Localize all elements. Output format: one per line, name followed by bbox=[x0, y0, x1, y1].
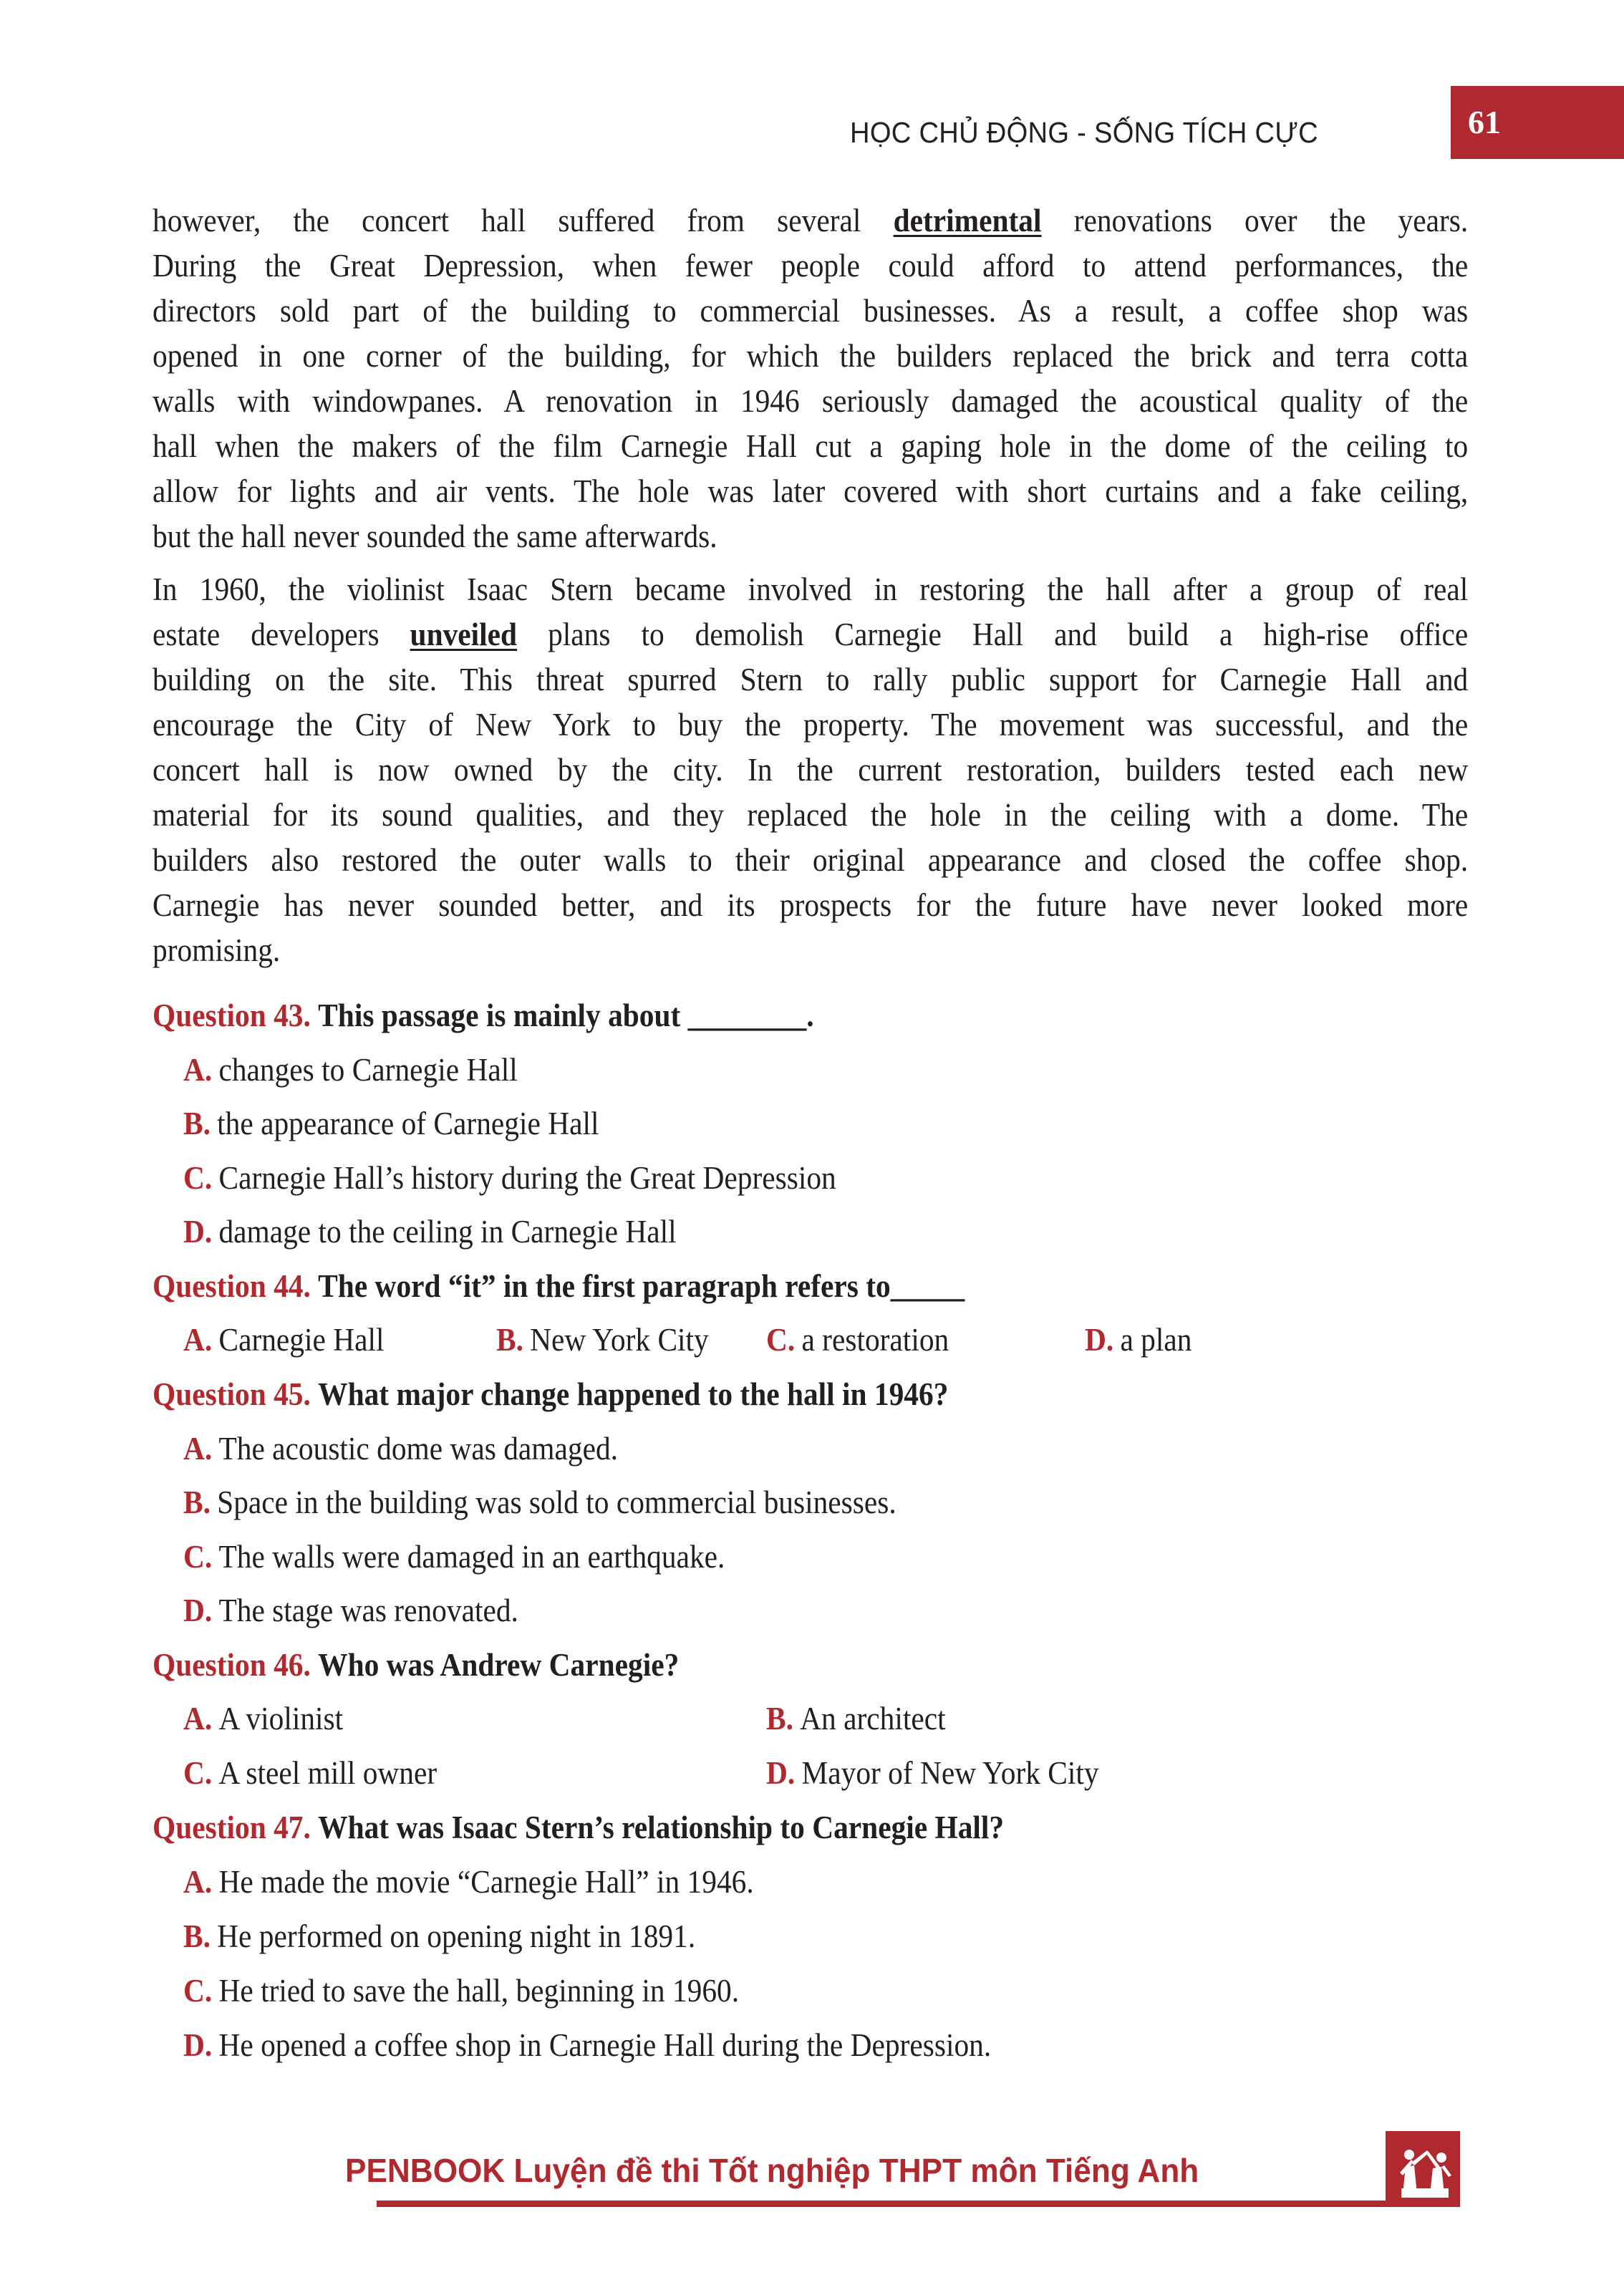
question-number: Question 45. bbox=[153, 1376, 311, 1412]
passage-line: During the Great Depression, when fewer people could afford to attend performances, the bbox=[153, 248, 1469, 284]
option-c[interactable] bbox=[183, 1753, 697, 1793]
option-letter: B. bbox=[183, 1484, 211, 1520]
option-a[interactable] bbox=[183, 1429, 1435, 1469]
option-b[interactable] bbox=[496, 1320, 740, 1360]
option-letter: D. bbox=[766, 1755, 796, 1791]
option-letter: A. bbox=[183, 1052, 213, 1088]
option-text: An architect bbox=[800, 1701, 946, 1737]
option-c[interactable] bbox=[183, 1537, 1435, 1577]
question-text: The word “it” in the first paragraph refers to_____ bbox=[318, 1268, 965, 1304]
option-a[interactable] bbox=[183, 1320, 460, 1360]
option-text: Carnegie Hall’s history during the Great Depression bbox=[218, 1160, 836, 1196]
option-c[interactable] bbox=[183, 1158, 1435, 1198]
question-text: What major change happened to the hall in 1946? bbox=[318, 1376, 949, 1412]
passage-line: builders also restored the outer walls to their original appearance and closed the coffee shop. bbox=[153, 842, 1469, 878]
option-letter: C. bbox=[183, 1973, 213, 2009]
question-text: Who was Andrew Carnegie? bbox=[318, 1647, 680, 1683]
option-d[interactable] bbox=[183, 1212, 1435, 1252]
option-text: a restoration bbox=[801, 1322, 949, 1358]
option-letter: D. bbox=[183, 1593, 213, 1628]
option-d[interactable] bbox=[1085, 1320, 1282, 1360]
publisher-logo bbox=[1386, 2131, 1460, 2207]
option-letter: B. bbox=[496, 1322, 523, 1358]
option-text: a plan bbox=[1120, 1322, 1192, 1358]
highlighted-word-detrimental: detrimental bbox=[893, 203, 1042, 238]
option-text: Mayor of New York City bbox=[801, 1755, 1099, 1791]
option-a[interactable] bbox=[183, 1862, 1435, 1902]
question-number: Question 43. bbox=[153, 998, 311, 1033]
option-text: The stage was renovated. bbox=[218, 1593, 518, 1628]
option-b[interactable] bbox=[183, 1482, 1435, 1522]
passage-line: opened in one corner of the building, for which the builders replaced the brick and terra cotta bbox=[153, 338, 1469, 374]
option-text: damage to the ceiling in Carnegie Hall bbox=[218, 1214, 677, 1250]
question-stem bbox=[153, 1266, 1468, 1306]
question-stem bbox=[153, 995, 1468, 1035]
option-text: New York City bbox=[530, 1322, 709, 1358]
footer-book-title: PENBOOK Luyện đề thi Tốt nghiệp THPT môn Tiếng Anh bbox=[345, 2152, 1199, 2189]
question-text: This passage is mainly about ________. bbox=[318, 998, 814, 1033]
option-text: changes to Carnegie Hall bbox=[218, 1052, 518, 1088]
option-a[interactable] bbox=[183, 1699, 697, 1739]
option-letter: D. bbox=[183, 1214, 213, 1250]
option-letter: B. bbox=[766, 1701, 793, 1737]
passage-line: Carnegie has never sounded better, and its prospects for the future have never looked more bbox=[153, 887, 1469, 923]
option-letter: B. bbox=[183, 1918, 211, 1954]
option-text: He opened a coffee shop in Carnegie Hall during the Depression. bbox=[218, 2027, 992, 2063]
option-d[interactable] bbox=[183, 1590, 1435, 1631]
text-run: renovations over the years. bbox=[1041, 203, 1469, 238]
passage-line: hall when the makers of the film Carnegie Hall cut a gaping hole in the dome of the ceiling to bbox=[153, 428, 1469, 464]
option-letter: A. bbox=[183, 1431, 213, 1467]
page-number: 61 bbox=[1468, 104, 1501, 140]
passage-line: material for its sound qualities, and they replaced the hole in the ceiling with a dome. The bbox=[153, 797, 1469, 833]
option-c[interactable] bbox=[183, 1971, 1435, 2011]
option-text: Space in the building was sold to commercial businesses. bbox=[217, 1484, 896, 1520]
option-letter: C. bbox=[766, 1322, 796, 1358]
option-d[interactable] bbox=[766, 1753, 1293, 1793]
option-text: A violinist bbox=[218, 1701, 344, 1737]
question-stem bbox=[153, 1645, 1468, 1685]
two-people-raising-hands-icon bbox=[1386, 2131, 1460, 2207]
passage-line bbox=[153, 201, 1468, 241]
option-a[interactable] bbox=[183, 1050, 1435, 1090]
option-c[interactable] bbox=[766, 1320, 1050, 1360]
passage-line: directors sold part of the building to commercial businesses. As a result, a coffee shop was bbox=[153, 293, 1469, 329]
question-number: Question 44. bbox=[153, 1268, 311, 1304]
text-run: however, the concert hall suffered from several bbox=[153, 203, 894, 238]
option-text: Carnegie Hall bbox=[218, 1322, 385, 1358]
passage-line bbox=[153, 614, 1468, 655]
option-text: The acoustic dome was damaged. bbox=[218, 1431, 618, 1467]
question-stem bbox=[153, 1807, 1468, 1847]
option-text: He tried to save the hall, beginning in 1960. bbox=[218, 1973, 740, 2009]
passage-line: building on the site. This threat spurred Stern to rally public support for Carnegie Hall and bbox=[153, 662, 1469, 697]
passage-line: but the hall never sounded the same afterwards. bbox=[153, 518, 717, 554]
passage-line: walls with windowpanes. A renovation in 1946 seriously damaged the acoustical quality of the bbox=[153, 383, 1469, 419]
option-letter: B. bbox=[183, 1106, 211, 1141]
option-text: He made the movie “Carnegie Hall” in 1946. bbox=[218, 1864, 754, 1900]
option-text: the appearance of Carnegie Hall bbox=[217, 1106, 599, 1141]
page-number-tab bbox=[1451, 86, 1624, 159]
passage-line: encourage the City of New York to buy the property. The movement was successful, and the bbox=[153, 707, 1469, 743]
option-letter: C. bbox=[183, 1160, 213, 1196]
option-text: The walls were damaged in an earthquake. bbox=[218, 1539, 725, 1575]
option-letter: D. bbox=[183, 2027, 213, 2063]
passage-line: concert hall is now owned by the city. In the current restoration, builders tested each new bbox=[153, 752, 1469, 788]
option-text: He performed on opening night in 1891. bbox=[217, 1918, 696, 1954]
option-letter: A. bbox=[183, 1322, 213, 1358]
option-b[interactable] bbox=[766, 1699, 1293, 1739]
question-text: What was Isaac Stern’s relationship to Carnegie Hall? bbox=[318, 1810, 1005, 1845]
option-letter: A. bbox=[183, 1701, 213, 1737]
option-letter: D. bbox=[1085, 1322, 1114, 1358]
option-text: A steel mill owner bbox=[218, 1755, 438, 1791]
option-letter: C. bbox=[183, 1755, 213, 1791]
question-number: Question 47. bbox=[153, 1810, 311, 1845]
option-b[interactable] bbox=[183, 1103, 1435, 1144]
option-letter: C. bbox=[183, 1539, 213, 1575]
passage-line: promising. bbox=[153, 932, 281, 968]
text-run: plans to demolish Carnegie Hall and build a high-rise office bbox=[517, 617, 1469, 652]
question-number: Question 46. bbox=[153, 1647, 311, 1683]
highlighted-word-unveiled: unveiled bbox=[410, 617, 518, 652]
question-stem bbox=[153, 1374, 1468, 1414]
footer-rule bbox=[377, 2201, 1389, 2207]
option-letter: A. bbox=[183, 1864, 213, 1900]
text-run: estate developers bbox=[153, 617, 410, 652]
passage-line: allow for lights and air vents. The hole was later covered with short curtains and a fake ceiling, bbox=[153, 473, 1469, 509]
option-b[interactable] bbox=[183, 1916, 1435, 1956]
option-d[interactable] bbox=[183, 2025, 1435, 2065]
running-header: HỌC CHỦ ĐỘNG - SỐNG TÍCH CỰC bbox=[850, 116, 1318, 149]
passage-line: In 1960, the violinist Isaac Stern became involved in restoring the hall after a group of real bbox=[153, 571, 1469, 607]
